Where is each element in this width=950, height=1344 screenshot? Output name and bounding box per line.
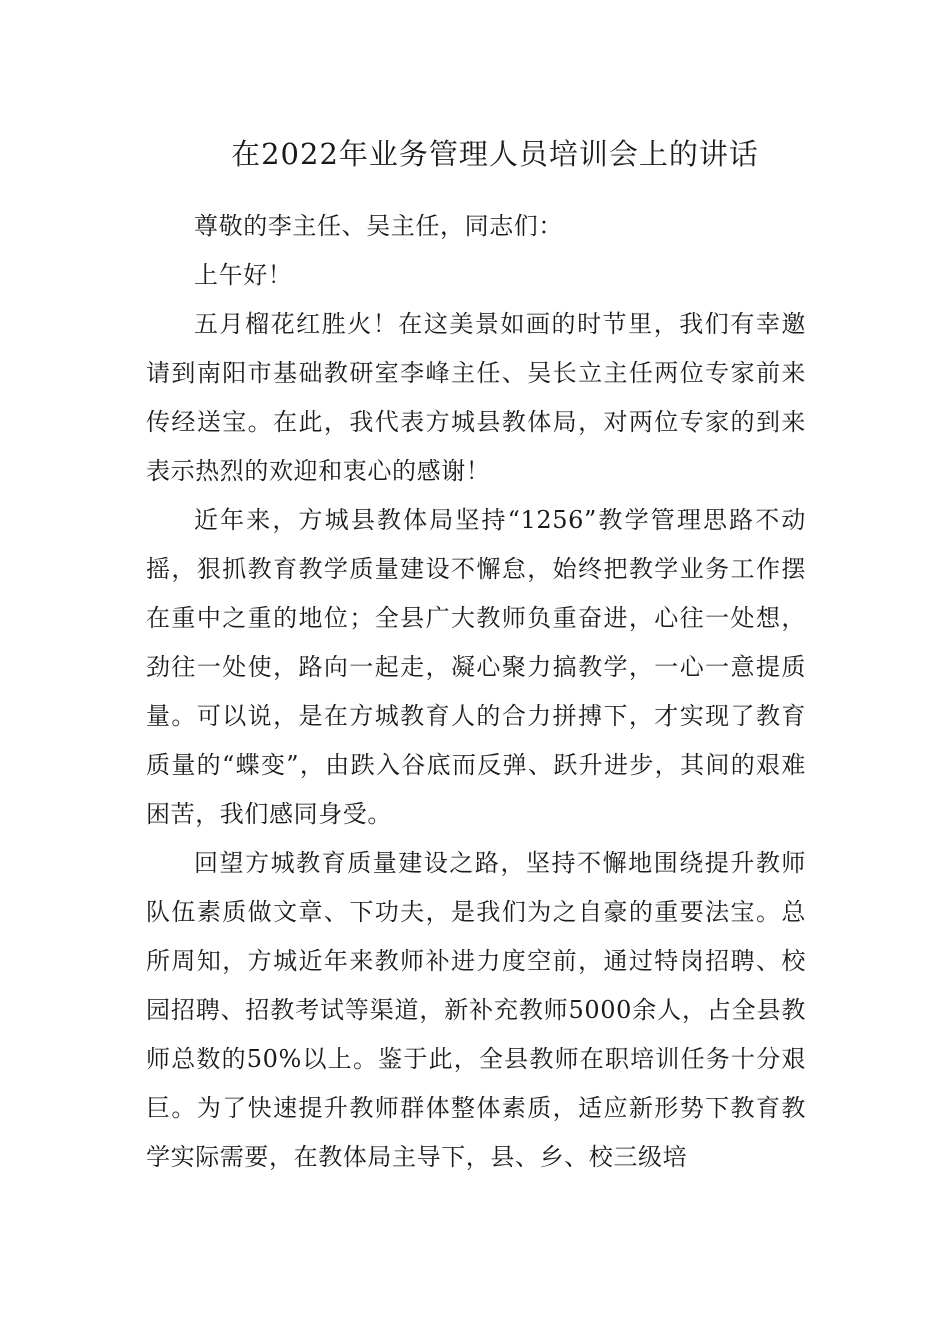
body-paragraph: 回望方城教育质量建设之路，坚持不懈地围绕提升教师队伍素质做文章、下功夫，是我们为之自豪的重要法宝。总所周知，方城近年来教师补进力度空前，通过特岗招聘、校园招聘、招教考试等渠道，新补充教师5000余人，占全县教师总数的50%以上。鉴于此，全县教师在职培训任务十分艰巨。为了快速提升教师群体整体素质，适应新形势下教育教学实际需要，在教体局主导下，县、乡、校三级培: [146, 849, 806, 1171]
body-paragraph: 近年来，方城县教体局坚持“1256”教学管理思路不动摇，狠抓教育教学质量建设不懈怠，始终把教学业务工作摆在重中之重的地位；全县广大教师负重奋进，心往一处想，劲往一处使，路向一起走，凝心聚力搞教学，一心一意提质量。可以说，是在方城教育人的合力拼搏下，才实现了教育质量的“蝶变”，由跌入谷底而反弹、跃升进步，其间的艰难困苦，我们感同身受。: [146, 506, 806, 828]
document-body: [146, 202, 806, 1182]
greeting-paragraph: 上午好！: [194, 261, 293, 289]
salutation-paragraph: 尊敬的李主任、吴主任，同志们：: [194, 212, 563, 240]
document-title: 在2022年业务管理人员培训会上的讲话: [231, 137, 759, 171]
body-paragraph: 五月榴花红胜火！在这美景如画的时节里，我们有幸邀请到南阳市基础教研室李峰主任、吴长立主任两位专家前来传经送宝。在此，我代表方城县教体局，对两位专家的到来表示热烈的欢迎和衷心的感谢！: [146, 310, 806, 485]
